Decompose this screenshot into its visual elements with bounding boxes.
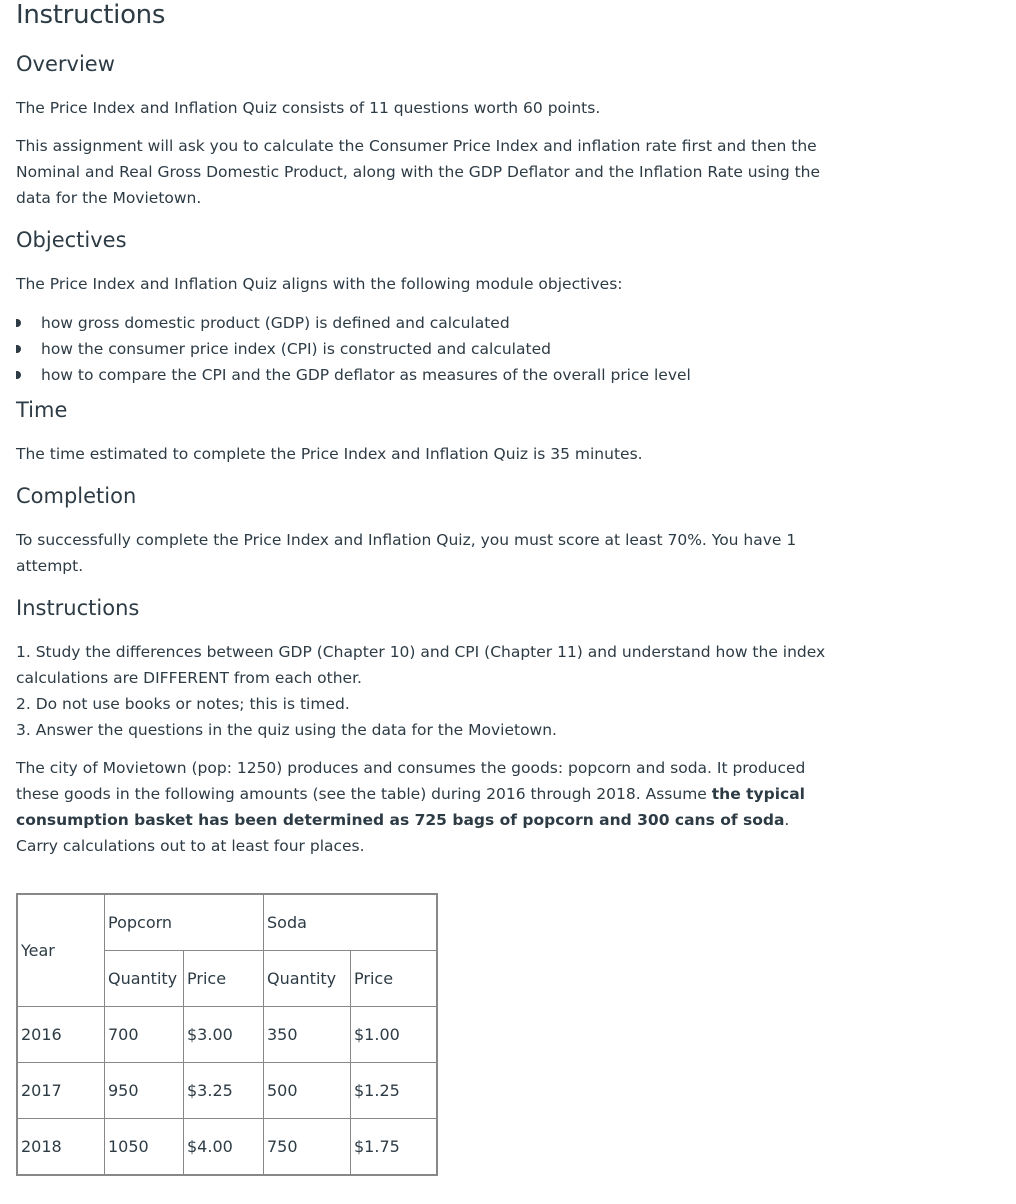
table-row [17,1007,437,1063]
popcorn-quantity-header: Quantity [105,951,184,1007]
popcorn-quantity-cell: 950 [105,1063,184,1119]
completion-heading: Completion [16,484,137,508]
soda-header: Soda [264,894,438,951]
table-row [17,1063,437,1119]
instructions-heading: Instructions [16,596,140,620]
time-heading: Time [16,398,68,422]
table-row [17,1119,437,1176]
objectives-intro: The Price Index and Inflation Quiz aligns with the following module objectives: [16,275,623,293]
popcorn-price-cell: $4.00 [184,1119,264,1176]
objective-item: how gross domestic product (GDP) is defined and calculated [16,310,691,336]
table-header-row [17,894,437,951]
instruction-steps [16,639,828,743]
overview-paragraph-2: This assignment will ask you to calculate the Consumer Price Index and inflation rate first and then the Nominal and Real Gross Domestic Product, along with the GDP Deflator and the Inflation Rate using the data for the Movietown. [16,137,821,207]
time-text: The time estimated to complete the Price Index and Inflation Quiz is 35 minutes. [16,445,643,463]
soda-quantity-cell: 350 [264,1007,351,1063]
movietown-data-table [16,893,438,1176]
popcorn-header: Popcorn [105,894,264,951]
soda-price-header: Price [351,951,438,1007]
objectives-list [16,310,691,388]
page-title: Instructions [16,0,166,30]
year-cell: 2017 [17,1063,105,1119]
instruction-step: 1. Study the differences between GDP (Chapter 10) and CPI (Chapter 11) and understand how the index calculations are DIFFERENT from each other. [16,643,826,687]
overview-heading: Overview [16,52,115,76]
soda-quantity-cell: 750 [264,1119,351,1176]
soda-price-cell: $1.00 [351,1007,438,1063]
scenario-text-b: . Carry calculations out to at least four places. [16,811,790,855]
popcorn-price-cell: $3.00 [184,1007,264,1063]
completion-text: To successfully complete the Price Index and Inflation Quiz, you must score at least 70%. You have 1 attempt. [16,531,797,575]
popcorn-price-cell: $3.25 [184,1063,264,1119]
soda-price-cell: $1.25 [351,1063,438,1119]
overview-paragraph-1: The Price Index and Inflation Quiz consists of 11 questions worth 60 points. [16,99,601,117]
objectives-heading: Objectives [16,228,127,252]
scenario-text-a: The city of Movietown (pop: 1250) produces and consumes the goods: popcorn and soda. It produced these goods in the following amounts (see the table) during 2016 through 2018. Assume [16,759,806,803]
year-header: Year [17,894,105,1007]
scenario-text-bold: the typical consumption basket has been determined as 725 bags of popcorn and 300 cans of soda [16,785,806,829]
soda-price-cell: $1.75 [351,1119,438,1176]
objective-item: how the consumer price index (CPI) is constructed and calculated [16,336,691,362]
popcorn-quantity-cell: 1050 [105,1119,184,1176]
soda-quantity-header: Quantity [264,951,351,1007]
year-cell: 2016 [17,1007,105,1063]
year-cell: 2018 [17,1119,105,1176]
popcorn-quantity-cell: 700 [105,1007,184,1063]
soda-quantity-cell: 500 [264,1063,351,1119]
objective-item: how to compare the CPI and the GDP deflator as measures of the overall price level [16,362,691,388]
scenario-paragraph [16,755,831,859]
instruction-step: 2. Do not use books or notes; this is timed. [16,695,350,713]
popcorn-price-header: Price [184,951,264,1007]
instruction-step: 3. Answer the questions in the quiz using the data for the Movietown. [16,721,557,739]
